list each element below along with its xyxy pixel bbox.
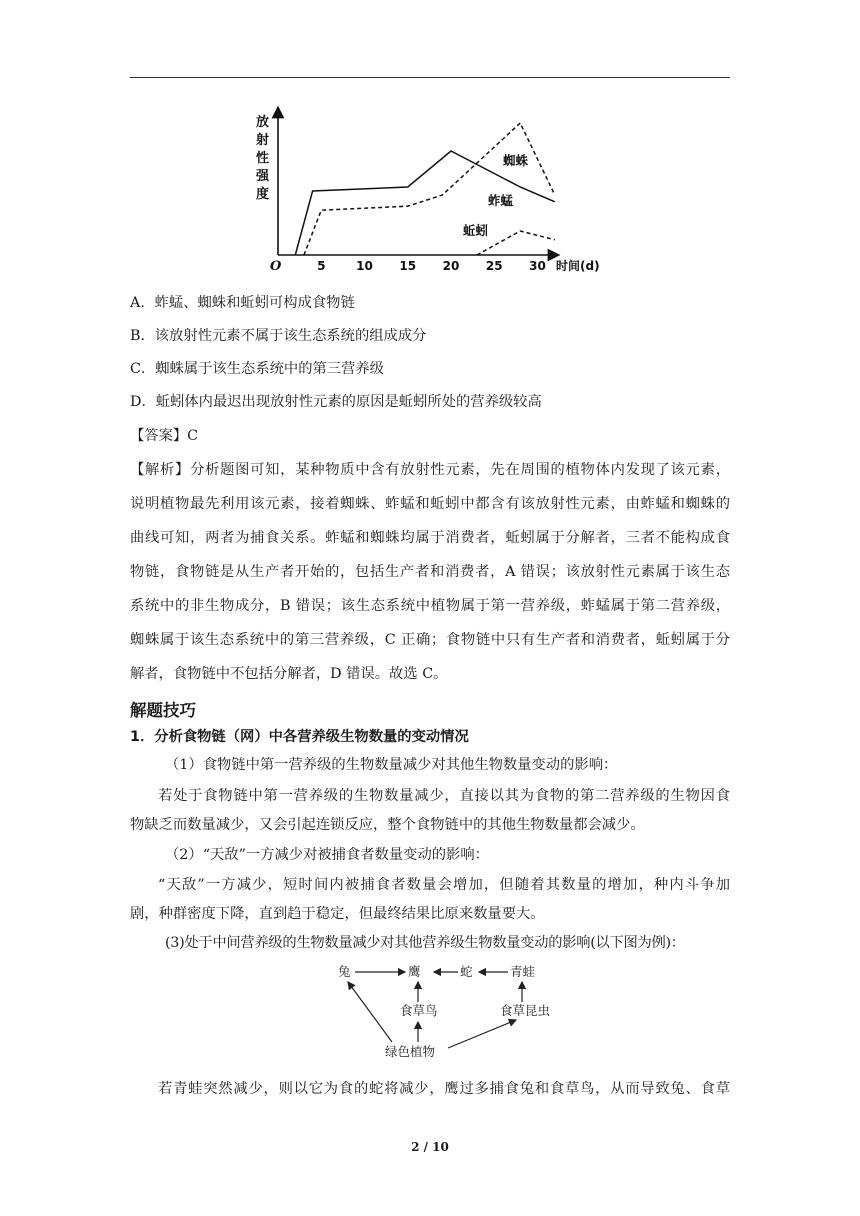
analysis-line-5: 系统中的非生物成分，B 错误；该生态系统中植物属于第一营养级，蚱蜢属于第二营养级，	[130, 598, 730, 614]
item2-body-2: 剧，种群密度下降，直到趋于稳定，但最终结果比原来数量要大。	[130, 906, 545, 922]
y-axis-label-char: 放	[256, 115, 270, 130]
y-axis-label-char: 射	[256, 133, 270, 148]
node-frog: 青蛙	[510, 964, 536, 979]
origin-label: O	[270, 259, 282, 274]
item3-title: (3)处于中间营养级的生物数量减少对其他营养级生物数量变动的影响(以下图为例)：	[165, 935, 685, 951]
edge-plants-rabbit	[348, 982, 392, 1042]
series-line-2	[477, 231, 555, 255]
y-axis-label-char: 强	[256, 169, 270, 184]
option-d: D．蚯蚓体内最迟出现放射性元素的原因是蚯蚓所处的营养级较高	[130, 394, 542, 410]
analysis-line-1: 【解析】分析题图可知，某种物质中含有放射性元素，先在周围的植物体内发现了该元素，	[130, 462, 730, 478]
analysis-line-6: 蜘蛛属于该生态系统中的第三营养级，C 正确；食物链中只有生产者和消费者，蚯蚓属于分	[130, 632, 730, 648]
item1-title: （1）食物链中第一营养级的生物数量减少对其他生物数量变动的影响：	[165, 757, 618, 773]
option-b: B．该放射性元素不属于该生态系统的组成成分	[130, 328, 427, 344]
item1-body-2: 物缺乏而数量减少，又会引起连锁反应，整个食物链中的其他生物数量都会减少。	[130, 817, 645, 833]
option-a: A．蚱蜢、蜘蛛和蚯蚓可构成食物链	[130, 295, 355, 311]
x-tick-label: 20	[442, 259, 460, 273]
analysis-line-2: 说明植物最先利用该元素，接着蜘蛛、蚱蜢和蚯蚓中都含有该放射性元素，由蚱蜢和蜘蛛的	[130, 496, 730, 512]
series-label-spider: 蜘蛛	[503, 153, 529, 168]
node-rabbit: 兔	[338, 964, 351, 979]
x-tick-label: 25	[485, 259, 503, 273]
option-c: C．蜘蛛属于该生态系统中的第三营养级	[130, 361, 384, 377]
y-axis-label-char: 度	[256, 187, 270, 202]
header-rule	[130, 77, 730, 78]
food-web-diagram	[330, 960, 570, 1060]
x-tick-label: 10	[356, 259, 373, 273]
x-tick-label: 15	[399, 259, 417, 273]
analysis-line-4: 物链，食物链是从生产者开始的，包括生产者和消费者，A 错误；该放射性元素属于该生态	[130, 564, 730, 580]
section-title: 解题技巧	[130, 701, 196, 720]
analysis-line-7: 解者，食物链中不包括分解者，D 错误。故选 C。	[130, 666, 448, 682]
answer: 【答案】C	[130, 428, 199, 444]
node-eagle: 鹰	[408, 964, 421, 979]
series-label-earthworm: 蚯蚓	[463, 223, 489, 238]
last-line: 若青蛙突然减少，则以它为食的蛇将减少，鹰过多捕食兔和食草鸟，从而导致兔、食草	[158, 1081, 730, 1097]
item2-body-1: “天敌”一方减少，短时间内被捕食者数量会增加，但随着其数量的增加，种内斗争加	[158, 877, 730, 893]
node-snake: 蛇	[460, 964, 473, 979]
item1-body-1: 若处于食物链中第一营养级的生物数量减少，直接以其为食物的第二营养级的生物因食	[158, 788, 730, 804]
x-tick-label: 5	[317, 259, 326, 273]
y-axis-label-char: 性	[256, 151, 270, 166]
series-line-1	[304, 123, 555, 255]
node-green-plants: 绿色植物	[385, 1044, 436, 1059]
page-number: 2 / 10	[411, 1140, 449, 1154]
analysis-line-3: 曲线可知，两者为捕食关系。蚱蜢和蜘蛛均属于消费者，蚯蚓属于分解者，三者不能构成食	[130, 530, 730, 546]
radioactivity-line-chart	[248, 100, 608, 280]
x-axis-label: 时间(d)	[556, 259, 600, 273]
node-herbivorous-bird: 食草鸟	[400, 1003, 438, 1018]
x-tick-label: 30	[529, 259, 546, 273]
item2-title: （2）“天敌”一方减少对被捕食者数量变动的影响：	[165, 847, 489, 863]
y-axis-label	[255, 114, 270, 202]
node-herbivorous-insect: 食草昆虫	[500, 1003, 551, 1018]
series-label-grasshopper: 蚱蜢	[488, 193, 514, 208]
edge-plants-insect	[448, 1020, 516, 1048]
subsection-title: 1．分析食物链（网）中各营养级生物数量的变动情况	[130, 729, 469, 745]
